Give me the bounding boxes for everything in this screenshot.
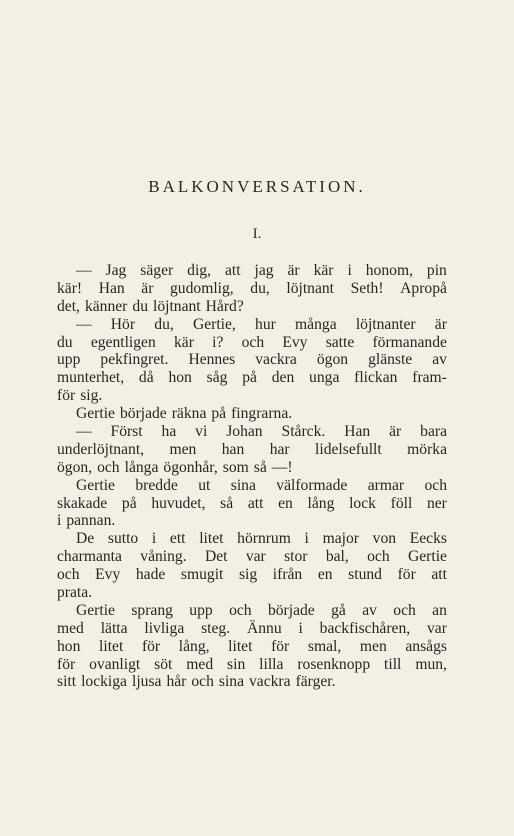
chapter-heading: BALKONVERSATION. — [148, 177, 366, 196]
body-text — [57, 262, 447, 691]
text-line: kär! Han är gudomlig, du, löjtnant Seth! Apropå — [57, 279, 447, 297]
text-line: prata. — [57, 584, 93, 602]
text-line: och Evy hade smugit sig ifrån en stund för att — [57, 566, 447, 584]
text-line: — Hör du, Gertie, hur många löjtnanter är — [76, 315, 447, 333]
text-line: Gertie sprang upp och började gå av och an — [76, 601, 447, 619]
text-line: underlöjtnant, men han har lidelsefullt mörka — [57, 440, 447, 458]
text-line: charmanta våning. Det var stor bal, och Gertie — [57, 548, 447, 566]
text-line: upp pekfingret. Hennes vackra ögon glänste av — [57, 351, 447, 369]
text-line: De sutto i ett litet hörnrum i major von Eecks — [76, 530, 447, 548]
text-line: du egentligen kär i? och Evy satte förmanande — [57, 333, 447, 351]
text-line: Gertie bredde ut sina välformade armar och — [76, 476, 447, 494]
text-line: munterhet, då hon såg på den unga flickan fram- — [57, 369, 447, 387]
section-number: I. — [252, 226, 262, 242]
text-line: ögon, och långa ögonhår, som så —! — [57, 458, 293, 476]
text-line: Gertie började räkna på fingrarna. — [76, 405, 293, 423]
text-line: sitt lockiga ljusa hår och sina vackra färger. — [57, 673, 336, 691]
text-line: med lätta livliga steg. Ännu i backfischåren, var — [57, 619, 447, 637]
text-line: för ovanligt söt med sin lilla rosenknopp till mun, — [57, 655, 447, 673]
text-line: — Först ha vi Johan Stårck. Han är bara — [76, 423, 447, 441]
text-line: det, känner du löjtnant Hård? — [57, 297, 244, 315]
text-line: i pannan. — [57, 512, 116, 530]
text-line: för sig. — [57, 387, 103, 405]
text-line: skakade på huvudet, så att en lång lock föll ner — [57, 494, 447, 512]
text-line: hon litet för lång, litet för smal, men ansågs — [57, 637, 447, 655]
text-line: — Jag säger dig, att jag är kär i honom, pin — [76, 262, 447, 279]
